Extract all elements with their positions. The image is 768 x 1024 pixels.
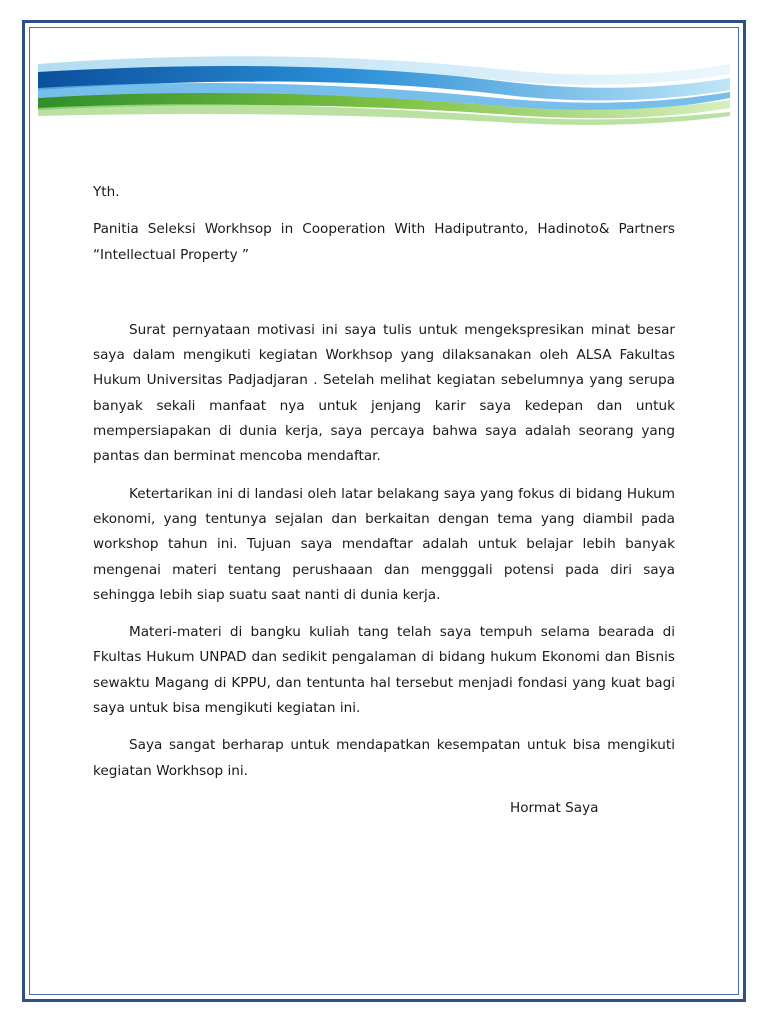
recipient: Panitia Seleksi Workhsop in Cooperation With Hadiputranto, Hadinoto& Partners “Intellectual Property ” [93, 221, 675, 263]
wave-banner [38, 44, 730, 128]
paragraph-experience: Materi-materi di bangku kuliah tang telah saya tempuh selama bearada di Fkultas Hukum UNPAD dan sedikit pengalaman di bidang hukum Ekonomi dan Bisnis sewaktu Magang di KPPU, dan tentunta hal tersebut menjadi fondasi yang kuat bagi saya untuk bisa mengikuti kegiatan ini. [93, 624, 675, 717]
paragraph-background: Ketertarikan ini di landasi oleh latar belakang saya yang fokus di bidang Hukum ekonomi, yang tentunya sejalan dan berkaitan dengan tema yang diambil pada workshop tahun ini. Tujuan saya mendaftar adalah untuk belajar lebih banyak mengenai materi tentang perushaaan dan mengggali potensi pada diri saya sehingga lebih siap suatu saat nanti di dunia kerja. [93, 485, 675, 603]
letter-body [93, 180, 675, 821]
paragraph-hope: Saya sangat berharap untuk mendapatkan kesempatan untuk bisa mengikuti kegiatan Workhsop ini. [93, 737, 675, 779]
closing: Hormat Saya [510, 799, 599, 816]
paragraph-motivation: Surat pernyataan motivasi ini saya tulis untuk mengekspresikan minat besar saya dalam mengikuti kegiatan Workhsop yang dilaksanakan oleh ALSA Fakultas Hukum Universitas Padjadjaran . Setelah melihat kegiatan sebelumnya yang serupa banyak sekali manfaat nya untuk jenjang karir saya kedepan dan untuk mempersiapakan di dunia kerja, saya percaya bahwa saya adalah seorang yang pantas dan berminat mencoba mendaftar. [93, 321, 675, 465]
salutation: Yth. [93, 184, 120, 200]
